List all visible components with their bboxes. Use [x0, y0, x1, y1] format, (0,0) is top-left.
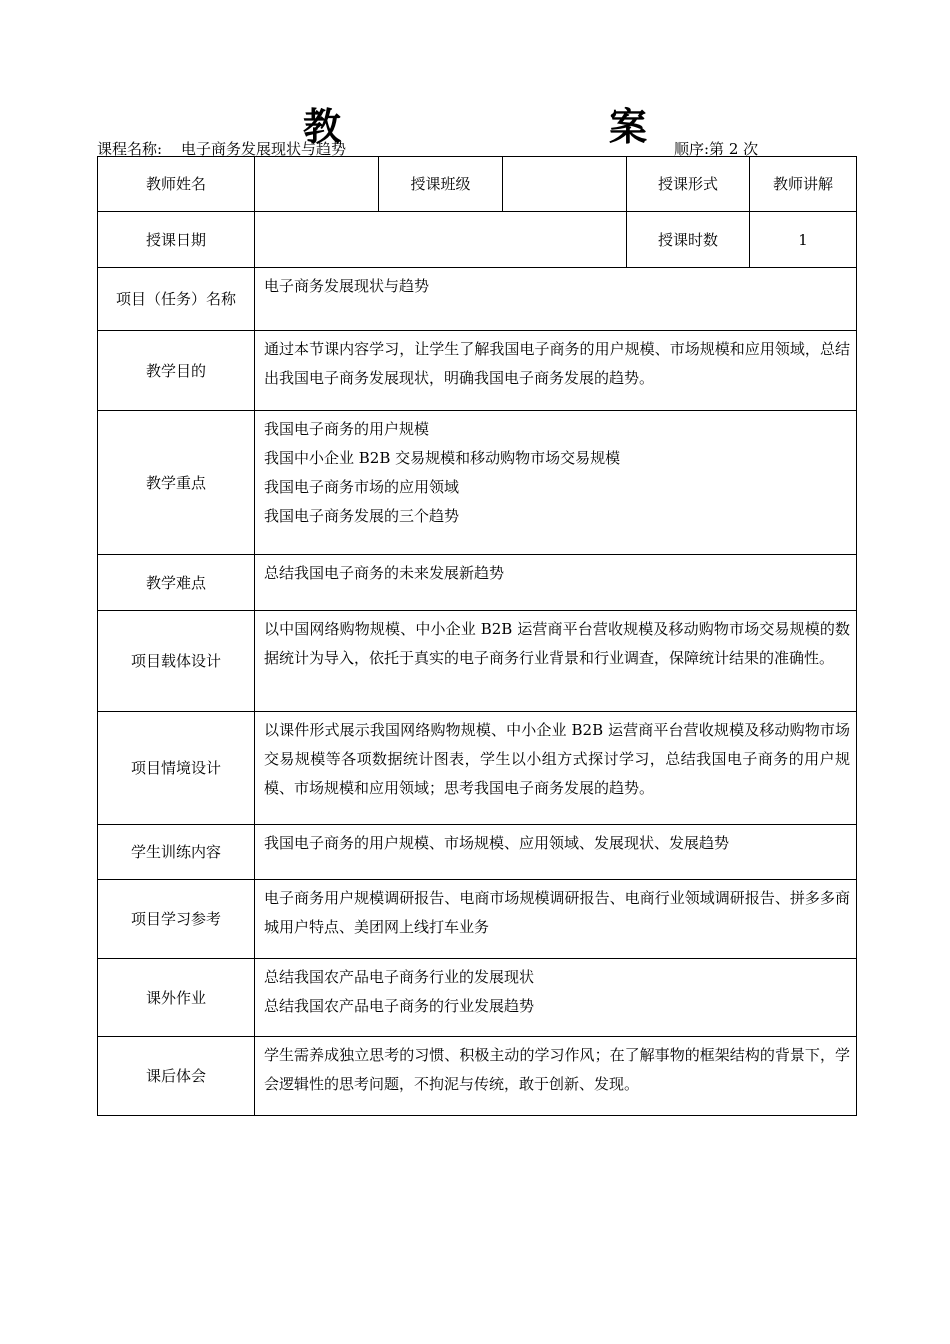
table-row — [98, 411, 857, 555]
course-name-value: 电子商务发展现状与趋势 — [181, 140, 347, 158]
reflection-label: 课后体会 — [98, 1037, 255, 1116]
scenario-design-label: 项目情境设计 — [98, 712, 255, 825]
hours-label: 授课时数 — [627, 212, 750, 268]
date-value — [255, 212, 627, 268]
carrier-design-label: 项目载体设计 — [98, 611, 255, 712]
table-row — [98, 1037, 857, 1116]
homework-item: 总结我国农产品电子商务的行业发展趋势 — [264, 997, 535, 1015]
project-name-label: 项目（任务）名称 — [98, 268, 255, 331]
hours-value: 1 — [750, 212, 857, 268]
class-value — [503, 157, 627, 212]
table-row — [98, 880, 857, 959]
keypoint-item: 我国电子商务市场的应用领域 — [264, 478, 460, 496]
homework-item: 总结我国农产品电子商务行业的发展现状 — [264, 968, 535, 986]
title-char-2: 案 — [609, 105, 648, 149]
course-info-line — [97, 138, 857, 158]
table-row — [98, 268, 857, 331]
table-row — [98, 212, 857, 268]
keypoint-item: 我国电子商务的用户规模 — [264, 420, 430, 438]
keypoints-label: 教学重点 — [98, 411, 255, 555]
lesson-plan-table — [97, 156, 857, 1116]
project-name-value: 电子商务发展现状与趋势 — [255, 268, 857, 331]
objective-value: 通过本节课内容学习，让学生了解我国电子商务的用户规模、市场规模和应用领域，总结出我国电子商务发展现状，明确我国电子商务发展的趋势。 — [255, 331, 857, 411]
keypoint-item: 我国电子商务发展的三个趋势 — [264, 507, 460, 525]
difficulty-label: 教学难点 — [98, 555, 255, 611]
homework-value — [255, 959, 857, 1037]
teaching-form-value: 教师讲解 — [750, 157, 857, 212]
teaching-form-label: 授课形式 — [627, 157, 750, 212]
table-row — [98, 331, 857, 411]
table-row — [98, 959, 857, 1037]
teacher-name-value — [255, 157, 379, 212]
class-label: 授课班级 — [379, 157, 503, 212]
keypoints-value — [255, 411, 857, 555]
reference-value: 电子商务用户规模调研报告、电商市场规模调研报告、电商行业领域调研报告、拼多多商城用户特点、美团网上线打车业务 — [255, 880, 857, 959]
course-order: 顺序:第 2 次 — [674, 140, 759, 158]
reference-label: 项目学习参考 — [98, 880, 255, 959]
table-row — [98, 157, 857, 212]
carrier-design-value: 以中国网络购物规模、中小企业 B2B 运营商平台营收规模及移动购物市场交易规模的数据统计为导入，依托于真实的电子商务行业背景和行业调查，保障统计结果的准确性。 — [255, 611, 857, 712]
homework-label: 课外作业 — [98, 959, 255, 1037]
table-row — [98, 555, 857, 611]
teacher-name-label: 教师姓名 — [98, 157, 255, 212]
training-content-label: 学生训练内容 — [98, 825, 255, 880]
objective-label: 教学目的 — [98, 331, 255, 411]
keypoint-item: 我国中小企业 B2B 交易规模和移动购物市场交易规模 — [264, 449, 621, 467]
table-row — [98, 611, 857, 712]
date-label: 授课日期 — [98, 212, 255, 268]
scenario-design-value: 以课件形式展示我国网络购物规模、中小企业 B2B 运营商平台营收规模及移动购物市场交易规模等各项数据统计图表，学生以小组方式探讨学习，总结我国电子商务的用户规模、市场规模和应用领域；思考我国电子商务发展的趋势。 — [255, 712, 857, 825]
course-name-label: 课程名称: — [97, 140, 163, 158]
title-char-1: 教 — [303, 105, 342, 149]
table-row — [98, 825, 857, 880]
reflection-value: 学生需养成独立思考的习惯、积极主动的学习作风；在了解事物的框架结构的背景下，学会逻辑性的思考问题，不拘泥与传统，敢于创新、发现。 — [255, 1037, 857, 1116]
difficulty-value: 总结我国电子商务的未来发展新趋势 — [255, 555, 857, 611]
table-row — [98, 712, 857, 825]
training-content-value: 我国电子商务的用户规模、市场规模、应用领域、发展现状、发展趋势 — [255, 825, 857, 880]
